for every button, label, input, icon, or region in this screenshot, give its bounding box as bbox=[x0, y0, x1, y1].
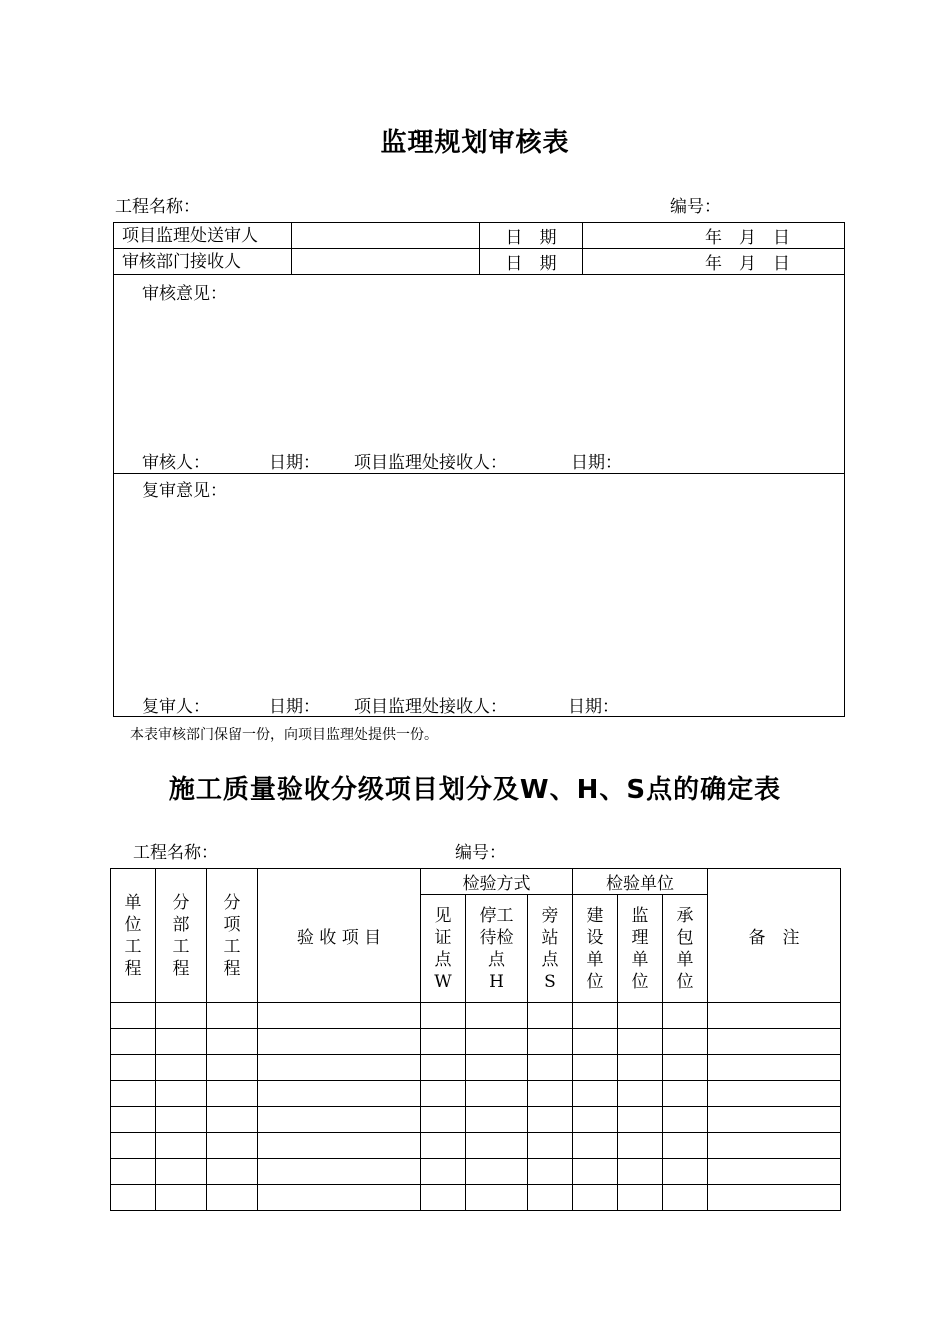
table-cell[interactable] bbox=[466, 1133, 528, 1159]
table-cell[interactable] bbox=[708, 1081, 841, 1107]
table-cell[interactable] bbox=[111, 1133, 156, 1159]
table-cell[interactable] bbox=[156, 1159, 207, 1185]
form2-body bbox=[111, 1003, 841, 1211]
table-cell[interactable] bbox=[421, 1185, 466, 1211]
review-receiver-date-label: 日期： bbox=[571, 453, 622, 473]
table-cell[interactable] bbox=[528, 1185, 573, 1211]
table-cell[interactable] bbox=[421, 1107, 466, 1133]
submitter-field[interactable] bbox=[292, 223, 480, 249]
table-cell[interactable] bbox=[421, 1133, 466, 1159]
table-cell[interactable] bbox=[618, 1055, 663, 1081]
table-cell[interactable] bbox=[663, 1081, 708, 1107]
table-cell[interactable] bbox=[156, 1003, 207, 1029]
table-cell[interactable] bbox=[573, 1029, 618, 1055]
re-review-receiver-date-label: 日期： bbox=[568, 697, 619, 717]
header-unit-project: 单 位 工 程 bbox=[111, 869, 156, 1003]
table-row bbox=[111, 1029, 841, 1055]
table-cell[interactable] bbox=[258, 1107, 421, 1133]
table-cell[interactable] bbox=[708, 1029, 841, 1055]
form1-row-receiver bbox=[114, 249, 845, 275]
table-cell[interactable] bbox=[618, 1107, 663, 1133]
header-standby-point: 旁 站 点 S bbox=[528, 895, 573, 1003]
table-cell[interactable] bbox=[207, 1029, 258, 1055]
table-cell[interactable] bbox=[573, 1003, 618, 1029]
table-cell[interactable] bbox=[207, 1159, 258, 1185]
table-cell[interactable] bbox=[156, 1107, 207, 1133]
header-witness-point: 见 证 点 W bbox=[421, 895, 466, 1003]
header-remarks: 备 注 bbox=[708, 869, 841, 1003]
table-cell[interactable] bbox=[207, 1185, 258, 1211]
table-cell[interactable] bbox=[528, 1055, 573, 1081]
table-cell[interactable] bbox=[156, 1133, 207, 1159]
table-cell[interactable] bbox=[258, 1055, 421, 1081]
receiver-date-field[interactable]: 年 月 日 bbox=[583, 249, 845, 275]
table-cell[interactable] bbox=[708, 1055, 841, 1081]
re-review-box[interactable] bbox=[114, 474, 845, 717]
form2-table bbox=[110, 868, 841, 1211]
header-inspection-unit: 检验单位 bbox=[573, 869, 708, 895]
table-cell[interactable] bbox=[258, 1185, 421, 1211]
receiver-date-label: 日 期 bbox=[480, 249, 583, 275]
table-cell[interactable] bbox=[258, 1081, 421, 1107]
table-cell[interactable] bbox=[207, 1081, 258, 1107]
table-cell[interactable] bbox=[708, 1107, 841, 1133]
table-cell[interactable] bbox=[207, 1133, 258, 1159]
review-reviewer-label: 审核人： bbox=[142, 453, 210, 473]
table-cell[interactable] bbox=[618, 1003, 663, 1029]
table-cell[interactable] bbox=[207, 1003, 258, 1029]
form2-header-row-1 bbox=[111, 869, 841, 895]
table-cell[interactable] bbox=[528, 1133, 573, 1159]
form1-row-review bbox=[114, 275, 845, 474]
table-row bbox=[111, 1107, 841, 1133]
table-cell[interactable] bbox=[663, 1133, 708, 1159]
table-cell[interactable] bbox=[111, 1029, 156, 1055]
table-cell[interactable] bbox=[466, 1107, 528, 1133]
table-cell[interactable] bbox=[421, 1055, 466, 1081]
review-heading: 审核意见： bbox=[142, 284, 227, 304]
table-row bbox=[111, 1185, 841, 1211]
table-cell[interactable] bbox=[618, 1133, 663, 1159]
header-inspection-method: 检验方式 bbox=[421, 869, 573, 895]
table-cell[interactable] bbox=[111, 1055, 156, 1081]
table-cell[interactable] bbox=[618, 1081, 663, 1107]
table-cell[interactable] bbox=[258, 1159, 421, 1185]
header-hold-point: 停工 待检 点 H bbox=[466, 895, 528, 1003]
table-cell[interactable] bbox=[618, 1029, 663, 1055]
submitter-date-label: 日 期 bbox=[480, 223, 583, 249]
review-receiver-label: 项目监理处接收人： bbox=[354, 453, 507, 473]
table-cell[interactable] bbox=[111, 1081, 156, 1107]
table-cell[interactable] bbox=[708, 1003, 841, 1029]
table-cell[interactable] bbox=[466, 1185, 528, 1211]
table-row bbox=[111, 1081, 841, 1107]
table-cell[interactable] bbox=[573, 1055, 618, 1081]
header-sub-item: 分 项 工 程 bbox=[207, 869, 258, 1003]
submitter-date-field[interactable]: 年 月 日 bbox=[583, 223, 845, 249]
table-cell[interactable] bbox=[421, 1003, 466, 1029]
table-cell[interactable] bbox=[466, 1081, 528, 1107]
table-cell[interactable] bbox=[111, 1107, 156, 1133]
table-cell[interactable] bbox=[573, 1107, 618, 1133]
table-cell[interactable] bbox=[573, 1133, 618, 1159]
review-date-label: 日期： bbox=[269, 453, 320, 473]
table-row bbox=[111, 1003, 841, 1029]
table-cell[interactable] bbox=[466, 1003, 528, 1029]
table-cell[interactable] bbox=[466, 1159, 528, 1185]
table-cell[interactable] bbox=[528, 1107, 573, 1133]
table-cell[interactable] bbox=[156, 1029, 207, 1055]
table-cell[interactable] bbox=[258, 1003, 421, 1029]
table-cell[interactable] bbox=[528, 1159, 573, 1185]
form1-project-name-label: 工程名称： bbox=[115, 197, 200, 217]
form1-row-re-review bbox=[114, 474, 845, 717]
table-cell[interactable] bbox=[663, 1029, 708, 1055]
submitter-label: 项目监理处送审人 bbox=[114, 223, 292, 249]
table-cell[interactable] bbox=[663, 1185, 708, 1211]
table-cell[interactable] bbox=[708, 1133, 841, 1159]
table-cell[interactable] bbox=[573, 1159, 618, 1185]
re-review-reviewer-label: 复审人： bbox=[142, 697, 210, 717]
form2-project-name-label: 工程名称： bbox=[133, 843, 218, 863]
table-cell[interactable] bbox=[663, 1159, 708, 1185]
table-cell[interactable] bbox=[573, 1081, 618, 1107]
form2-title: 施工质量验收分级项目划分及W、H、S点的确定表 bbox=[168, 775, 782, 805]
table-row bbox=[111, 1133, 841, 1159]
table-cell[interactable] bbox=[207, 1107, 258, 1133]
header-construction-unit: 建 设 单 位 bbox=[573, 895, 618, 1003]
table-row bbox=[111, 1159, 841, 1185]
form1-row-submitter bbox=[114, 223, 845, 249]
header-contractor-unit: 承 包 单 位 bbox=[663, 895, 708, 1003]
re-review-receiver-label: 项目监理处接收人： bbox=[354, 697, 507, 717]
table-cell[interactable] bbox=[111, 1003, 156, 1029]
table-cell[interactable] bbox=[466, 1029, 528, 1055]
table-cell[interactable] bbox=[663, 1055, 708, 1081]
table-cell[interactable] bbox=[111, 1159, 156, 1185]
header-sub-division: 分 部 工 程 bbox=[156, 869, 207, 1003]
table-cell[interactable] bbox=[156, 1081, 207, 1107]
re-review-heading: 复审意见： bbox=[142, 481, 227, 501]
header-supervision-unit: 监 理 单 位 bbox=[618, 895, 663, 1003]
re-review-date-label: 日期： bbox=[269, 697, 320, 717]
table-cell[interactable] bbox=[663, 1107, 708, 1133]
table-cell[interactable] bbox=[618, 1185, 663, 1211]
table-cell[interactable] bbox=[421, 1029, 466, 1055]
table-cell[interactable] bbox=[528, 1081, 573, 1107]
table-cell[interactable] bbox=[258, 1029, 421, 1055]
form1-title: 监理规划审核表 bbox=[380, 128, 570, 158]
table-cell[interactable] bbox=[258, 1133, 421, 1159]
receiver-field[interactable] bbox=[292, 249, 480, 275]
table-cell[interactable] bbox=[618, 1159, 663, 1185]
table-cell[interactable] bbox=[528, 1003, 573, 1029]
form1-number-label: 编号： bbox=[670, 197, 721, 217]
table-cell[interactable] bbox=[421, 1159, 466, 1185]
table-cell[interactable] bbox=[573, 1185, 618, 1211]
form2-number-label: 编号： bbox=[455, 843, 506, 863]
review-box[interactable] bbox=[114, 275, 845, 474]
table-cell[interactable] bbox=[111, 1185, 156, 1211]
table-cell[interactable] bbox=[708, 1185, 841, 1211]
table-cell[interactable] bbox=[207, 1055, 258, 1081]
header-acceptance-item: 验 收 项 目 bbox=[258, 869, 421, 1003]
table-row bbox=[111, 1055, 841, 1081]
table-cell[interactable] bbox=[708, 1159, 841, 1185]
table-cell[interactable] bbox=[421, 1081, 466, 1107]
table-cell[interactable] bbox=[156, 1055, 207, 1081]
table-cell[interactable] bbox=[466, 1055, 528, 1081]
table-cell[interactable] bbox=[156, 1185, 207, 1211]
receiver-label: 审核部门接收人 bbox=[114, 249, 292, 275]
form1-note: 本表审核部门保留一份，向项目监理处提供一份。 bbox=[130, 727, 438, 743]
table-cell[interactable] bbox=[663, 1003, 708, 1029]
form1-table bbox=[113, 222, 845, 717]
table-cell[interactable] bbox=[528, 1029, 573, 1055]
